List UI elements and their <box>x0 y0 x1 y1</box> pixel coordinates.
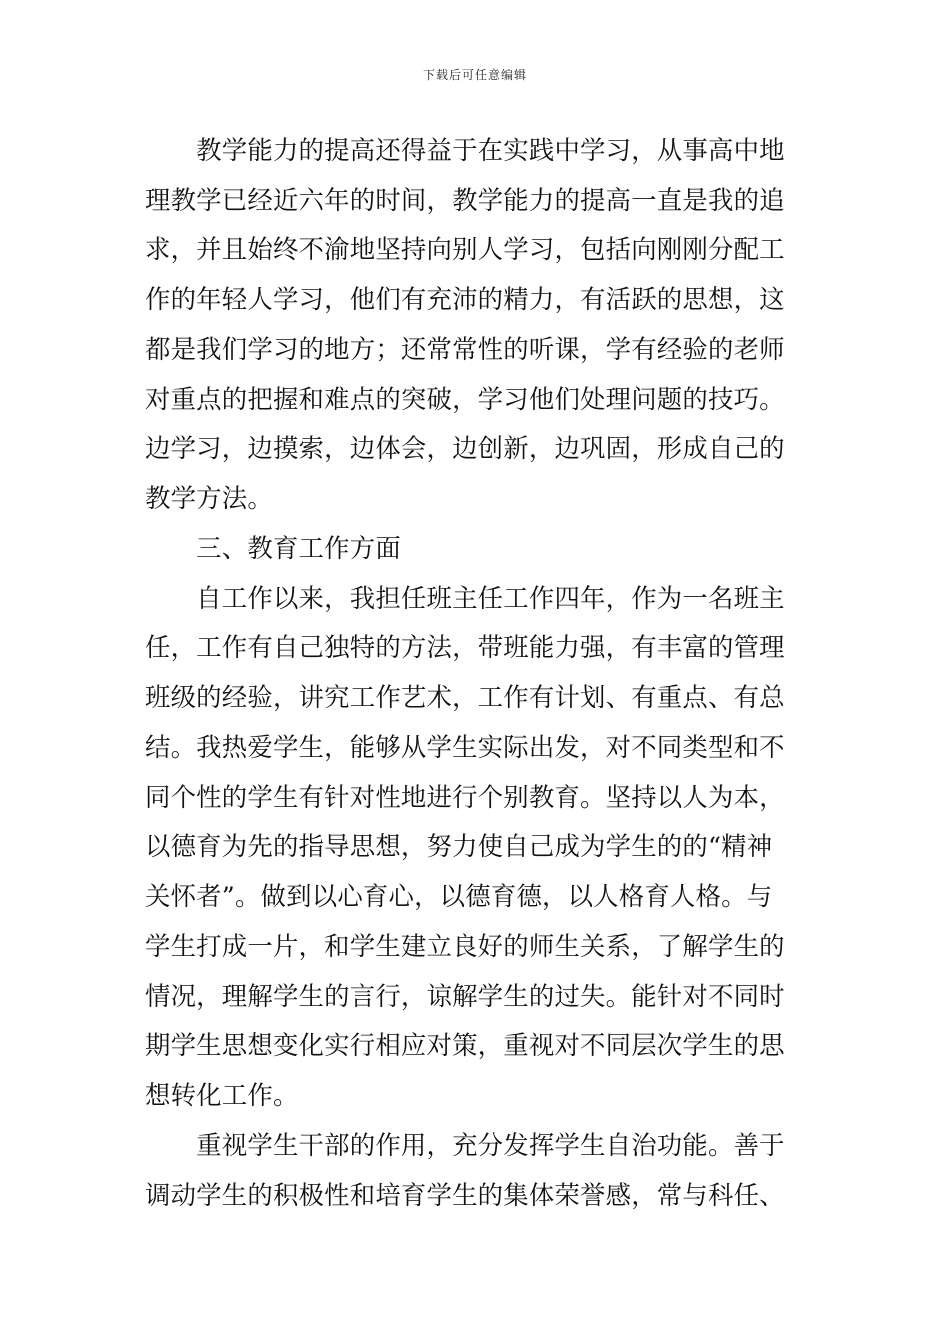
text-line: 教学能力的提高还得益于在实践中学习，从事高中地 <box>145 135 785 165</box>
text-line: 期学生思想变化实行相应对策，重视对不同层次学生的思 <box>145 1030 785 1060</box>
text-line: 同个性的学生有针对性地进行个别教育。坚持以人为本， <box>145 782 785 812</box>
text-line: 边学习，边摸索，边体会，边创新，边巩固，形成自己的 <box>145 433 785 463</box>
text-line: 对重点的把握和难点的突破，学习他们处理问题的技巧。 <box>145 384 785 414</box>
text-line: 学生打成一片，和学生建立良好的师生关系，了解学生的 <box>145 931 785 961</box>
text-line: 任，工作有自己独特的方法，带班能力强，有丰富的管理 <box>145 632 785 662</box>
text-line: 想转化工作。 <box>145 1080 299 1110</box>
text-line: 作的年轻人学习，他们有充沛的精力，有活跃的思想，这 <box>145 284 785 314</box>
text-line: 班级的经验，讲究工作艺术，工作有计划、有重点、有总 <box>145 682 785 712</box>
text-line: 调动学生的积极性和培育学生的集体荣誉感，常与科任、 <box>145 1180 785 1210</box>
text-line: 理教学已经近六年的时间，教学能力的提高一直是我的追 <box>145 185 785 215</box>
text-line: 教学方法。 <box>145 483 273 513</box>
text-line: 自工作以来，我担任班主任工作四年，作为一名班主 <box>145 583 785 613</box>
text-line: 重视学生干部的作用，充分发挥学生自治功能。善于 <box>145 1130 785 1160</box>
section-heading: 三、教育工作方面 <box>145 533 401 563</box>
page-header: 下载后可任意编辑 <box>422 68 527 82</box>
text-line: 以德育为先的指导思想，努力使自己成为学生的的“精神 <box>145 831 773 861</box>
text-line: 求，并且始终不渝地坚持向别人学习，包括向刚刚分配工 <box>145 234 785 264</box>
text-line: 关怀者”。做到以心育心，以德育德，以人格育人格。与 <box>145 881 773 911</box>
text-line: 结。我热爱学生，能够从学生实际出发，对不同类型和不 <box>145 732 785 762</box>
text-line: 情况，理解学生的言行，谅解学生的过失。能针对不同时 <box>145 981 785 1011</box>
text-line: 都是我们学习的地方；还常常性的听课，学有经验的老师 <box>145 334 785 364</box>
